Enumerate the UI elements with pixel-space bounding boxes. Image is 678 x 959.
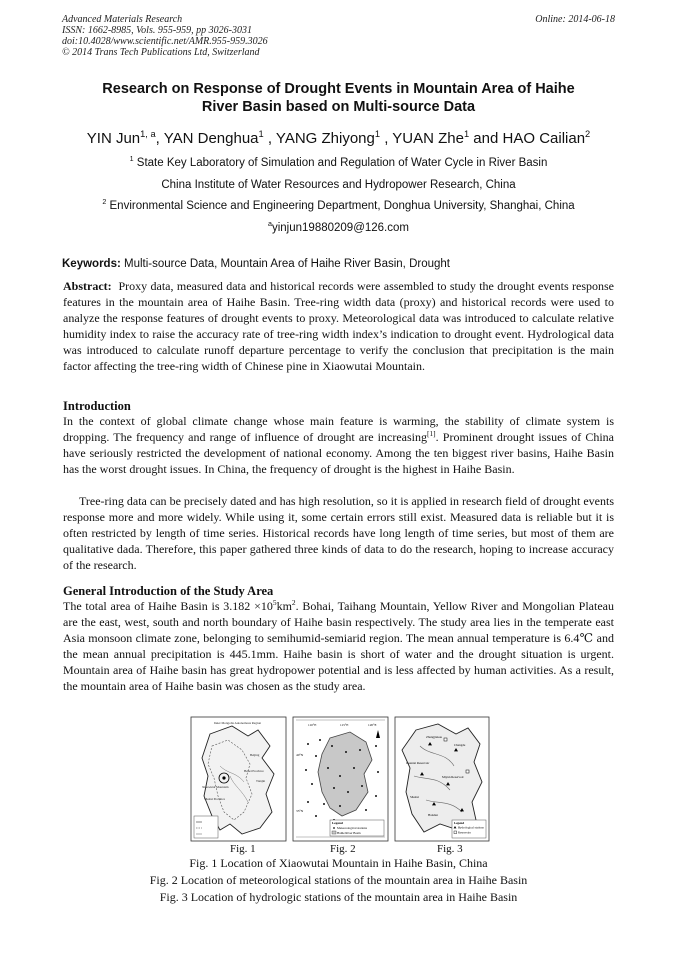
author: YIN Jun$^{1, a}$, <box>86 129 164 147</box>
map2-coord: 120°E <box>368 723 377 727</box>
study-area-paragraph: The total area of Haihe Basin is $3.182 \times 10^5km^2$. Bohai, Taihang Mountain, Yellow River and Mongolian Plateau are the east, west, south and north boundary of Haihe basin respectively. The study area lies in the temperate east Asia monsoon climate zone, belonging to semihumid-semiarid region. The mean annual temperature is 6.4℃ and the mean annual precipitation is 445.1mm. Haihe basin is short of water and the drought situation is urgent. Mountain area of Haihe basin has great hydropower potential and is less affected by human activities. As a result, the mountain area of Haihe basin was chosen as the study area. <box>63 598 614 693</box>
doi-line: doi:10.4028/www.scientific.net/AMR.955-959.3026 <box>62 36 268 47</box>
fig3-label: Fig. 3 <box>437 843 463 855</box>
online-date: Online: 2014-06-18 <box>535 14 615 25</box>
map-xiaowutai-location <box>191 717 286 841</box>
map2-coord: 115°E <box>340 723 349 727</box>
copyright-line: © 2014 Trans Tech Publications Ltd, Switzerland <box>62 47 260 58</box>
map3-label: Chengde <box>454 743 466 747</box>
map3-legend-item: Hydrological stations <box>458 825 484 830</box>
section-heading-study-area: General Introduction of the Study Area <box>63 584 274 598</box>
fig2-label: Fig. 2 <box>330 843 356 855</box>
map2-coord: 35°N <box>296 809 304 813</box>
figure-caption-2: Fig. 2 Location of meteorological stations of the mountain area in Haihe Basin <box>149 873 528 887</box>
section-heading-introduction: Introduction <box>63 399 131 413</box>
journal-header <box>62 14 615 58</box>
map3-label: Miyun Reservoir <box>442 775 464 779</box>
map2-coord: 40°N <box>296 753 304 757</box>
map3-label: Handan <box>428 813 438 817</box>
author: HAO Cailian$^2$ <box>502 129 591 147</box>
affiliation-1: $^1$ State Key Laboratory of Simulation and Regulation of Water Cycle in River Basin <box>129 155 548 169</box>
map3-label: Shanxi <box>410 795 419 799</box>
author-list <box>62 130 615 147</box>
map1-label: Inner Mongolia Autonomous Region <box>214 721 262 725</box>
keywords: Keywords: Multi-source Data, Mountain Area of Haihe River Basin, Drought <box>62 258 450 270</box>
affiliation-2: $^2$ Environmental Science and Engineering Department, Donghua University, Shanghai, China <box>102 198 575 212</box>
issn-line: ISSN: 1662-8985, Vols. 955-959, pp 3026-3031 <box>62 25 252 36</box>
author-email: $^a$yinjun19880209@126.com <box>268 220 409 234</box>
map3-label: Guantai Reservoir <box>406 761 430 765</box>
map1-label: Xiaowutai Mountain <box>202 785 229 789</box>
map2-legend-title: Legend <box>332 821 343 825</box>
intro-paragraph-1: In the context of global climate change whose main feature is warming, the stability of climate system is dropping. The frequency and range of influence of drought are increasing[1]. Prominent drought issues of China have seriously restricted the development of national economy. Among the ten biggest river basins, Haihe Basin has the worst drought issues. In China, the frequency of drought is the highest in Haihe Basin. <box>63 414 614 476</box>
map-hydrologic-stations <box>395 717 489 841</box>
figure-caption-1: Fig. 1 Location of Xiaowutai Mountain in Haihe Basin, China <box>189 856 488 870</box>
citation-ref: [1] <box>426 428 436 438</box>
author: YANG Zhiyong$^1$ , <box>275 129 393 147</box>
intro-paragraph-2: Tree-ring data can be precisely dated and has high resolution, so it is applied in research field of drought events response more and more widely. While using it, some certain errors still exist. Measured data is reliable but it is often restricted by length of time series. Historical records have long length of time series, but most of them are qualitative dada. Therefore, this paper gathered three kinds of data to do the research, hoping to increase accuracy of the research. <box>63 494 614 572</box>
map1-label: Beijing <box>250 753 260 757</box>
map3-legend-title: Legend <box>454 821 465 825</box>
author: YAN Denghua$^1$ , <box>163 129 276 147</box>
paper-title: Research on Response of Drought Events in Mountain Area of Haihe River Basin based on Multi-source Data <box>102 81 575 115</box>
figure-caption-3: Fig. 3 Location of hydrologic stations of the mountain area in Haihe Basin <box>159 890 518 904</box>
journal-name: Advanced Materials Research <box>62 14 183 25</box>
map-meteorological-stations <box>293 717 388 841</box>
map1-label: Tianjin <box>256 779 266 783</box>
map3-label: Zhangjiakou <box>426 735 443 739</box>
map3-legend-item: Reservoirs <box>458 830 471 835</box>
affiliation-1-institute: China Institute of Water Resources and Hydropower Research, China <box>161 179 516 191</box>
map2-legend-item: Haihe River Basin <box>337 831 361 835</box>
fig1-label: Fig. 1 <box>230 843 256 855</box>
abstract: Abstract: Proxy data, measured data and historical records were assembled to study the drought events response features in the mountain area of Haihe Basin. Tree-ring width data (proxy) and historical records were used to analyze the response features of drought events to proxy. Meteorological data was introduced to calculate relative humidity index to raise the accuracy rate of tree-ring width index’s indication to drought event. Hydrological data was introduced to calculate runoff departure percentage to verify the conclusion that precipitation is the main factor affecting the tree-ring width of Chinese pine in Xiaowutai Mountain. <box>63 279 614 373</box>
abstract-label: Abstract: <box>63 279 112 293</box>
map2-legend-item: Meteorological stations <box>337 826 368 830</box>
author: YUAN Zhe$^1$ and <box>392 129 503 147</box>
map1-label: Hebei Province <box>244 769 264 773</box>
study-area-maps <box>190 716 490 842</box>
map2-coord: 110°E <box>308 723 317 727</box>
map1-label: Shanxi Province <box>204 797 225 801</box>
